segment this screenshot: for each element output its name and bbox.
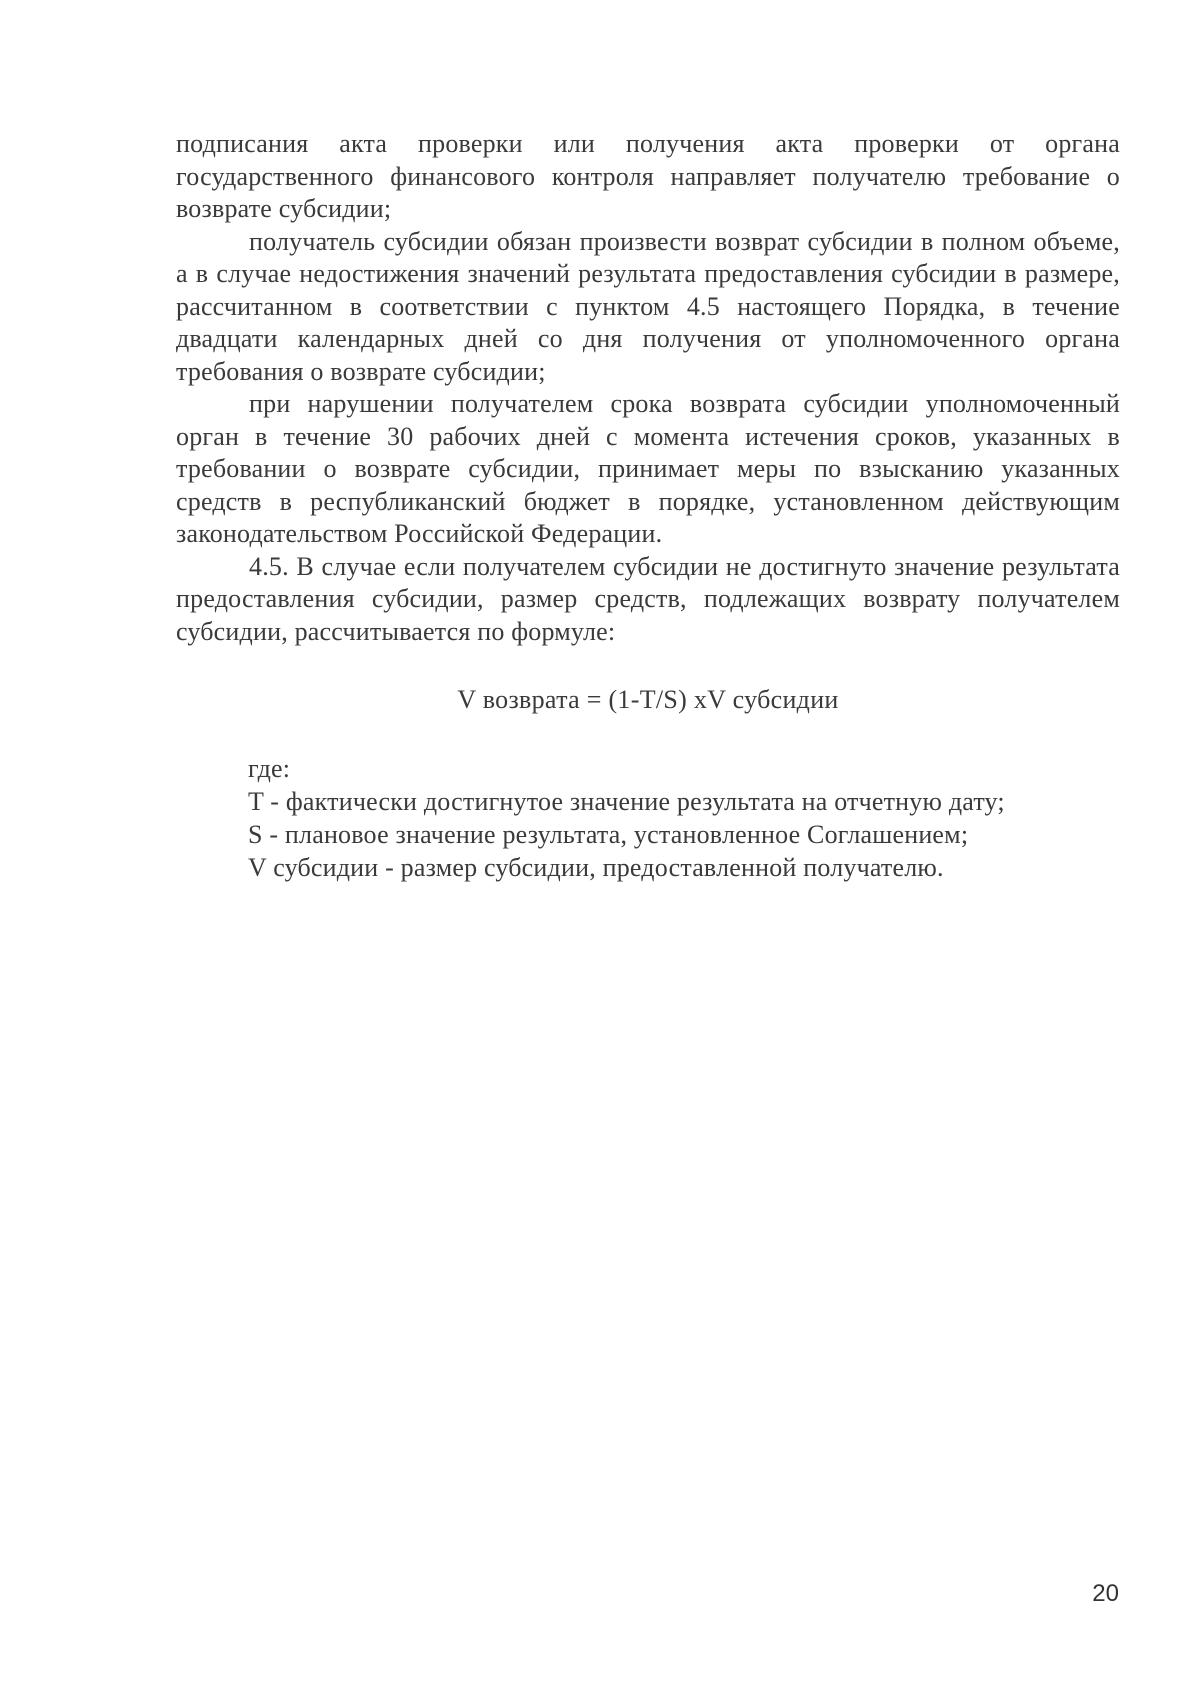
paragraph-refund-violation: при нарушении получателем срока возврата субсидии уполномоченный орган в течение 30 рабочих дней с момента истечения сроков, указанных в требовании о возврате субсидии, принимает меры по взысканию указанных средств в республиканский бюджет в порядке, установленном действующим законодательством Российской Федерации. [176,389,1120,548]
formula-legend [248,752,1120,884]
paragraph-section-4-5: 4.5. В случае если получателем субсидии не достигнуто значение результата предоставления субсидии, размер средств, подлежащих возврату получателем субсидии, рассчитывается по формуле: [176,551,1120,646]
legend-item-s: S - плановое значение результата, установленное Соглашением; [248,820,969,849]
document-body [176,128,1120,648]
legend-item-v: V субсидии - размер субсидии, предоставленной получателю. [248,853,944,882]
page-number: 20 [1092,1580,1119,1607]
paragraph-refund-obligation: получатель субсидии обязан произвести возврат субсидии в полном объеме, а в случае недостижения значений результата предоставления субсидии в размере, рассчитанном в соответствии с пунктом 4.5 настоящего Порядка, в течение двадцати календарных дней со дня получения от уполномоченного органа требования о возврате субсидии; [176,226,1120,386]
legend-label: где: [248,754,291,783]
refund-formula: V возврата = (1-T/S) xV субсидии [457,685,839,714]
legend-item-t: T - фактически достигнутое значение результата на отчетную дату; [248,787,1005,816]
paragraph-continuation: подписания акта проверки или получения акта проверки от органа государственного финансового контроля направляет получателю требование о возврате субсидии; [176,129,1120,223]
